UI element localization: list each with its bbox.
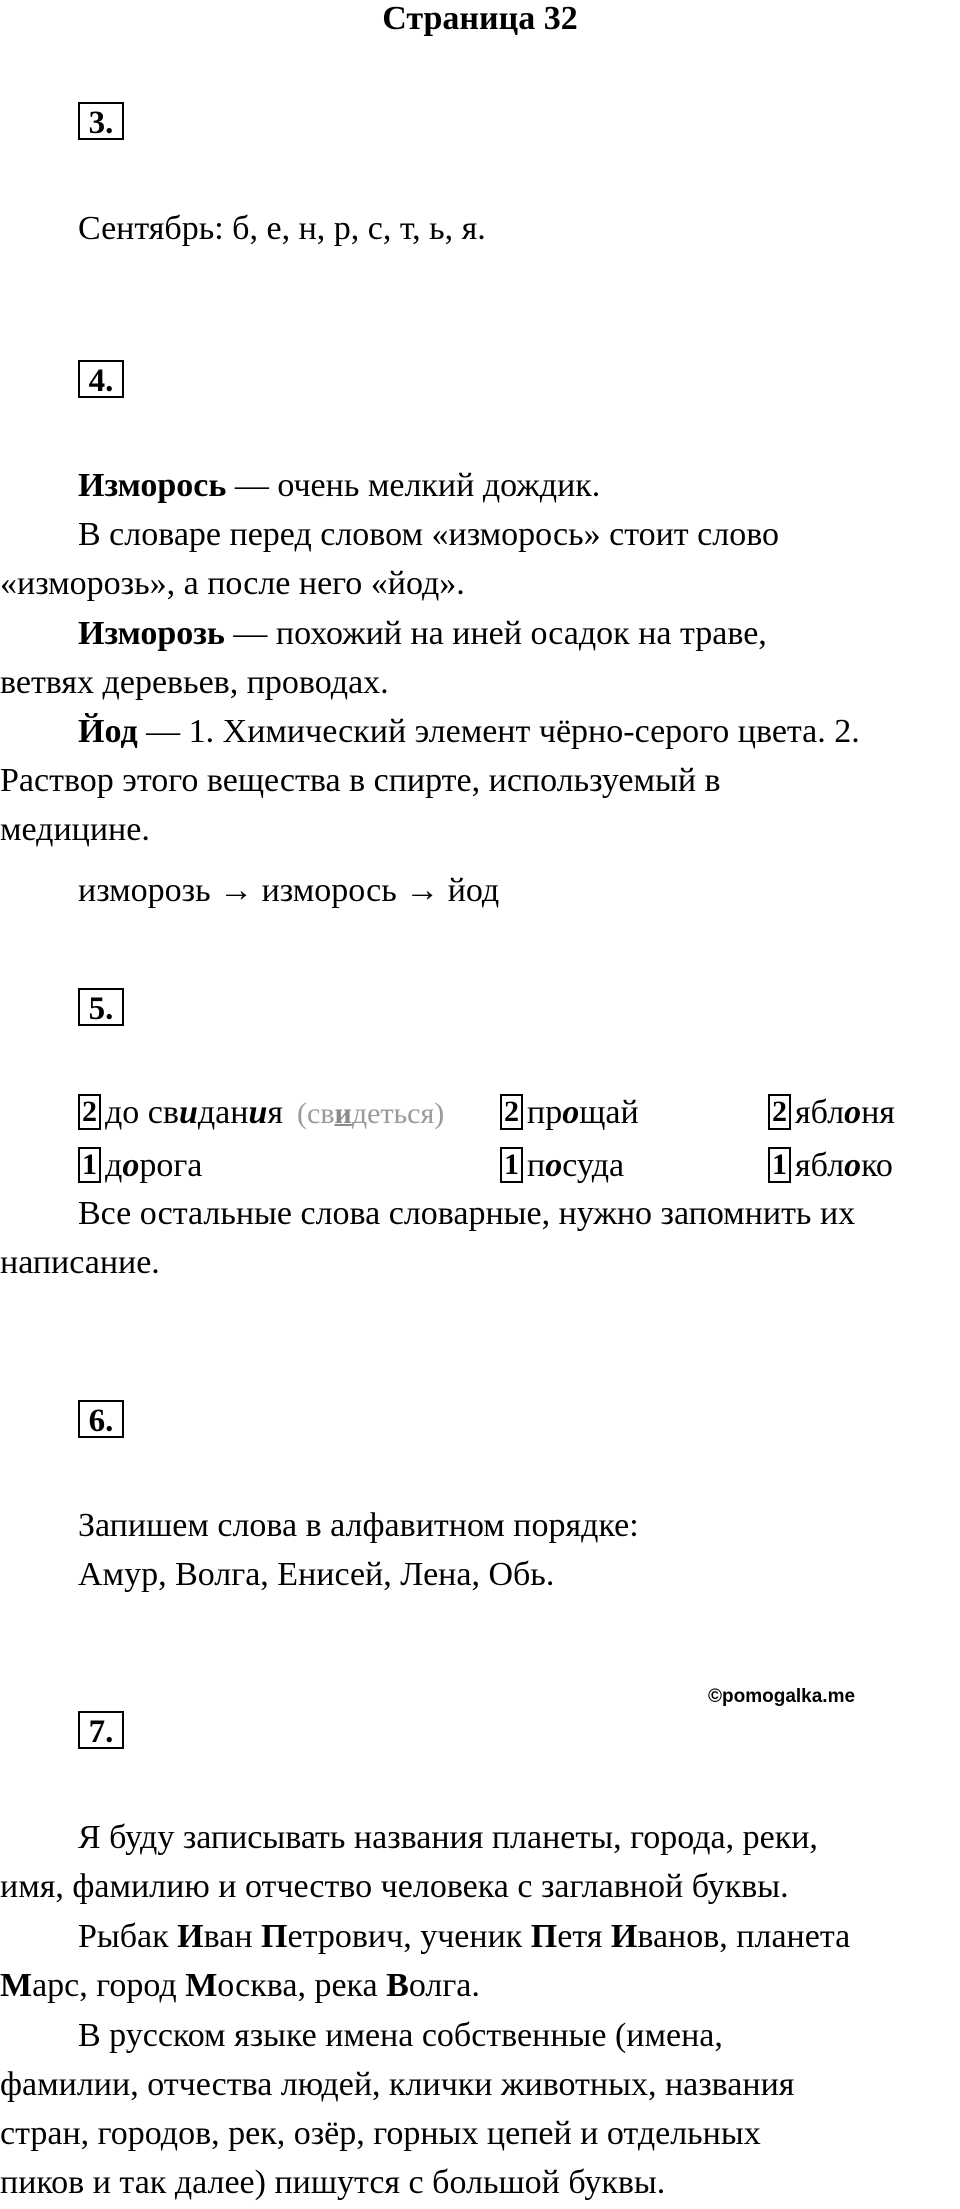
word-doroga	[78, 1141, 202, 1190]
task-4-sequence: изморозь → изморось → йод	[78, 872, 500, 909]
word-part: ко	[861, 1147, 893, 1184]
task-7-line-7: стран, городов, рек, озёр, горных цепей и отдельных	[0, 2115, 761, 2152]
hint-part: (св	[297, 1097, 335, 1130]
word-part: суда	[562, 1147, 625, 1184]
word-yabloko	[768, 1141, 893, 1190]
term-izmoros: Изморось	[78, 467, 227, 504]
watermark: ©pomogalka.me	[708, 1686, 856, 1707]
task-4-line-6	[0, 707, 960, 756]
task-7-number: 7.	[78, 1711, 124, 1749]
capital-letter: М	[185, 1967, 218, 2004]
task-6-line-2: Амур, Волга, Енисей, Лена, Обь.	[78, 1556, 555, 1593]
task-7-line-8: пиков и так далее) пишутся с большой буквы.	[0, 2164, 666, 2201]
capital-letter: И	[177, 1918, 204, 1955]
syllable-count-mark: 2	[500, 1094, 523, 1130]
hint-part: деться)	[351, 1097, 445, 1130]
text-part: ванов, планета	[637, 1918, 851, 1955]
task-3-text: Сентябрь: б, е, н, р, с, т, ь, я.	[78, 210, 486, 247]
task-7-line-4	[0, 1961, 960, 2010]
vowel-highlight: о	[545, 1147, 563, 1184]
word-proshchay	[500, 1088, 639, 1137]
vowel-highlight: о	[844, 1147, 862, 1184]
syllable-count-mark: 2	[768, 1094, 791, 1130]
word-part: ябл	[795, 1094, 845, 1131]
task-4-line-5: ветвях деревьев, проводах.	[0, 664, 389, 701]
task-6-line-1: Запишем слова в алфавитном порядке:	[78, 1507, 639, 1544]
text-part: етрович, ученик	[287, 1918, 531, 1955]
text-part: Рыбак	[78, 1918, 178, 1955]
text-part: олга.	[408, 1967, 480, 2004]
task-4-line-8: медицине.	[0, 811, 150, 848]
task-7-line-1: Я буду записывать названия планеты, города, реки,	[78, 1819, 818, 1856]
word-part: ябл	[795, 1147, 845, 1184]
capital-letter: П	[261, 1918, 288, 1955]
task-4-line-7: Раствор этого вещества в спирте, используемый в	[0, 762, 721, 799]
syllable-count-mark: 1	[500, 1147, 523, 1183]
word-do-svidaniya	[78, 1088, 444, 1138]
word-part: до св	[105, 1094, 179, 1131]
word-part: п	[527, 1147, 546, 1184]
word-part: я	[267, 1094, 284, 1131]
check-word-hint	[297, 1097, 444, 1130]
term-izmoroz: Изморозь	[78, 615, 225, 652]
syllable-count-mark: 2	[78, 1094, 101, 1130]
task-5-number: 5.	[78, 988, 124, 1026]
task-7-line-3	[0, 1912, 960, 1961]
task-6-number: 6.	[78, 1400, 124, 1438]
vowel-highlight: о	[562, 1094, 580, 1131]
task-3-number: 3.	[78, 102, 124, 140]
task-4-line-1	[0, 461, 960, 510]
word-part: рога	[139, 1147, 203, 1184]
task-5-line-2: написание.	[0, 1244, 160, 1281]
task-7-line-2: имя, фамилию и отчество человека с заглавной буквы.	[0, 1868, 789, 1905]
word-posuda	[500, 1141, 624, 1190]
word-yablonya	[768, 1088, 895, 1137]
definition-yod: — 1. Химический элемент чёрно-серого цвета. 2.	[137, 713, 860, 750]
text-part: арс, город	[32, 1967, 186, 2004]
text-part: етя	[557, 1918, 611, 1955]
task-5-line-1: Все остальные слова словарные, нужно запомнить их	[78, 1195, 856, 1232]
task-4-line-2: В словаре перед словом «изморось» стоит слово	[78, 516, 780, 553]
capital-letter: П	[530, 1918, 558, 1955]
task-4-number: 4.	[78, 360, 124, 398]
task-4-line-4	[0, 609, 960, 658]
task-7-line-5: В русском языке имена собственные (имена,	[78, 2017, 723, 2054]
syllable-count-mark: 1	[768, 1147, 791, 1183]
capital-letter: В	[386, 1967, 409, 2004]
word-part: ня	[861, 1094, 895, 1131]
vowel-highlight: о	[122, 1147, 140, 1184]
syllable-count-mark: 1	[78, 1147, 101, 1183]
vowel-highlight: о	[844, 1094, 862, 1131]
word-part: щай	[579, 1094, 639, 1131]
word-part: пр	[527, 1094, 563, 1131]
vowel-highlight: и	[248, 1094, 268, 1131]
definition-izmoroz: — похожий на иней осадок на траве,	[224, 615, 767, 652]
text-part: осква, река	[217, 1967, 387, 2004]
capital-letter: М	[0, 1967, 33, 2004]
word-part: дан	[197, 1094, 249, 1131]
term-yod: Йод	[78, 713, 138, 750]
task-4-line-3: «изморозь», а после него «йод».	[0, 565, 465, 602]
capital-letter: И	[610, 1918, 638, 1955]
word-part: д	[105, 1147, 123, 1184]
hint-vowel: и	[334, 1097, 352, 1130]
vowel-highlight: и	[178, 1094, 198, 1131]
definition-izmoros: — очень мелкий дождик.	[226, 467, 601, 504]
page-title: Страница 32	[382, 0, 578, 37]
task-7-line-6: фамилии, отчества людей, клички животных, названия	[0, 2066, 795, 2103]
text-part: ван	[203, 1918, 262, 1955]
